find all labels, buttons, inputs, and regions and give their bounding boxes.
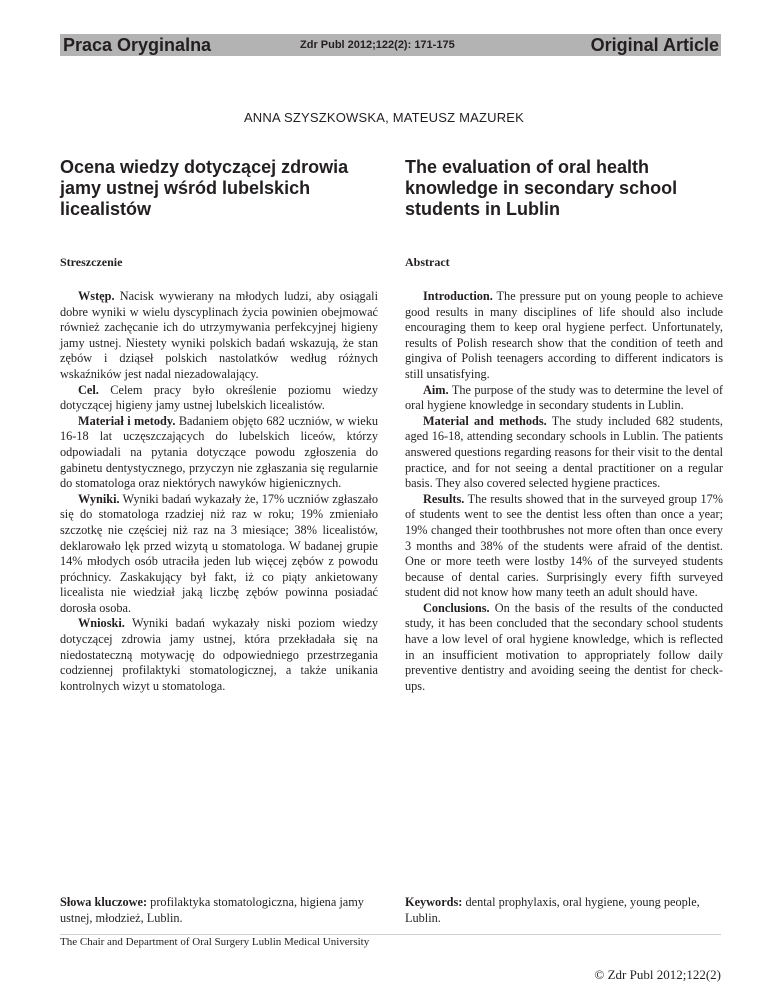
abstract-paragraph: Introduction. The pressure put on young people to achieve good results in many disciplines of life should also include encouraging them to keep oral hygiene perfect. Unfortunately, results of Polish research show that the condition of teeth and gingiva of Polish teenagers according to different indicators is still unsatisfying. — [405, 289, 723, 381]
footer-divider — [60, 934, 721, 935]
abstract-paragraph: Results. The results showed that in the surveyed group 17% of students went to see the dentist less often than once a year; 19% changed their toothbrushes not more often than once every 3 months and 38% of the students were afraid of the dentist. One or more teeth were lostby 14% of the surveyed students because of dental caries. Surprisingly every fifth surveyed student did not know how many teeth an adult should have. — [405, 491, 723, 600]
title-polish: Ocena wiedzy dotyczącej zdrowia jamy ustnej wśród lubelskich licealistów — [60, 157, 349, 219]
abstract-paragraph: Wyniki. Wyniki badań wykazały że, 17% uczniów zgłaszało się do stomatologa rzadziej niż raz w roku; 19% zmieniało szczotkę nie częściej niż raz na 3 miesiące; 38% licealistów, deklarowało lęk przed wizytą u stomatologa. W badanej grupie 14% młodych osób utraciła jeden lub więcej zębów z powodu próchnicy. Zaskakujący był fakt, iż co piąty ankietowany licealista nie wiedział jaką liczbę zębów powinna posiadać dorosła osoba. — [60, 491, 378, 615]
abstract-english — [405, 289, 723, 694]
abstract-paragraph: Material and methods. The study included 682 students, aged 16-18, attending secondary schools in Lublin. The patients answered questions regarding reasons for their visit to the dental practice, and for not seeing a dental practitioner on a regular basis. They also covered selected hygiene practices. — [405, 413, 723, 491]
keywords-polish: Słowa kluczowe: profilaktyka stomatologiczna, higiena jamy ustnej, młodzież, Lublin. — [60, 895, 364, 925]
header-left-label: Praca Oryginalna — [63, 35, 212, 55]
keywords-english: Keywords: dental prophylaxis, oral hygiene, young people, Lublin. — [405, 895, 700, 925]
abstract-paragraph: Wnioski. Wyniki badań wykazały niski poziom wiedzy dotyczącej zdrowia jamy ustnej, która przekładała się na niedostateczną motywację do odpowiedniego przestrzegania codziennej profilaktyki stomatologicznej, a także unikania kontrolnych wizyt u stomatologa. — [60, 616, 378, 693]
journal-header-bar — [60, 34, 721, 56]
header-right-label: Original Article — [590, 35, 719, 55]
affiliation: The Chair and Department of Oral Surgery Lublin Medical University — [60, 936, 370, 948]
header-citation: Zdr Publ 2012;122(2): 171-175 — [300, 39, 455, 51]
abstract-polish — [60, 289, 378, 694]
authors: ANNA SZYSZKOWSKA, MATEUSZ MAZUREK — [243, 110, 525, 125]
title-english: The evaluation of oral health knowledge in secondary school students in Lublin — [405, 157, 678, 219]
section-heading-english: Abstract — [405, 255, 450, 269]
abstract-paragraph: Materiał i metody. Badaniem objęto 682 uczniów, w wieku 16-18 lat uczęszczających do lubelskich liceów, którzy odpowiadali na pytania dotyczące powodu zgłoszenia do gabinetu dentystycznego, przyczyn nie zgłaszania się regularnie do stomatologa oraz niektórych nawyków higienicznych. — [60, 413, 378, 491]
abstract-paragraph: Conclusions. On the basis of the results of the conducted study, it has been concluded that the secondary school students have a low level of oral hygiene knowledge, which is reflected in an insufficient motivation to appropriately follow daily preventive dentistry and avoiding seeing the dentist for check-ups. — [405, 600, 723, 693]
page-footer-citation: © Zdr Publ 2012;122(2) — [594, 967, 721, 982]
abstract-paragraph: Cel. Celem pracy było określenie poziomu wiedzy dotyczącej higieny jamy ustnej lubelskich licealistów. — [60, 382, 378, 413]
abstract-paragraph: Wstęp. Nacisk wywierany na młodych ludzi, aby osiągali dobre wyniki w wielu dyscyplinach życia powinien obejmować również zachęcanie ich do utrzymywania perfekcyjnej higieny jamy ustnej. Niestety wyniki polskich badań wskazują, że stan zębów i dziąseł polskich nastolatków według różnych wskaźników jest nadal niezadowalający. — [60, 289, 378, 381]
section-heading-polish: Streszczenie — [60, 255, 123, 269]
abstract-paragraph: Aim. The purpose of the study was to determine the level of oral hygiene knowledge in secondary students in Lublin. — [405, 382, 723, 413]
